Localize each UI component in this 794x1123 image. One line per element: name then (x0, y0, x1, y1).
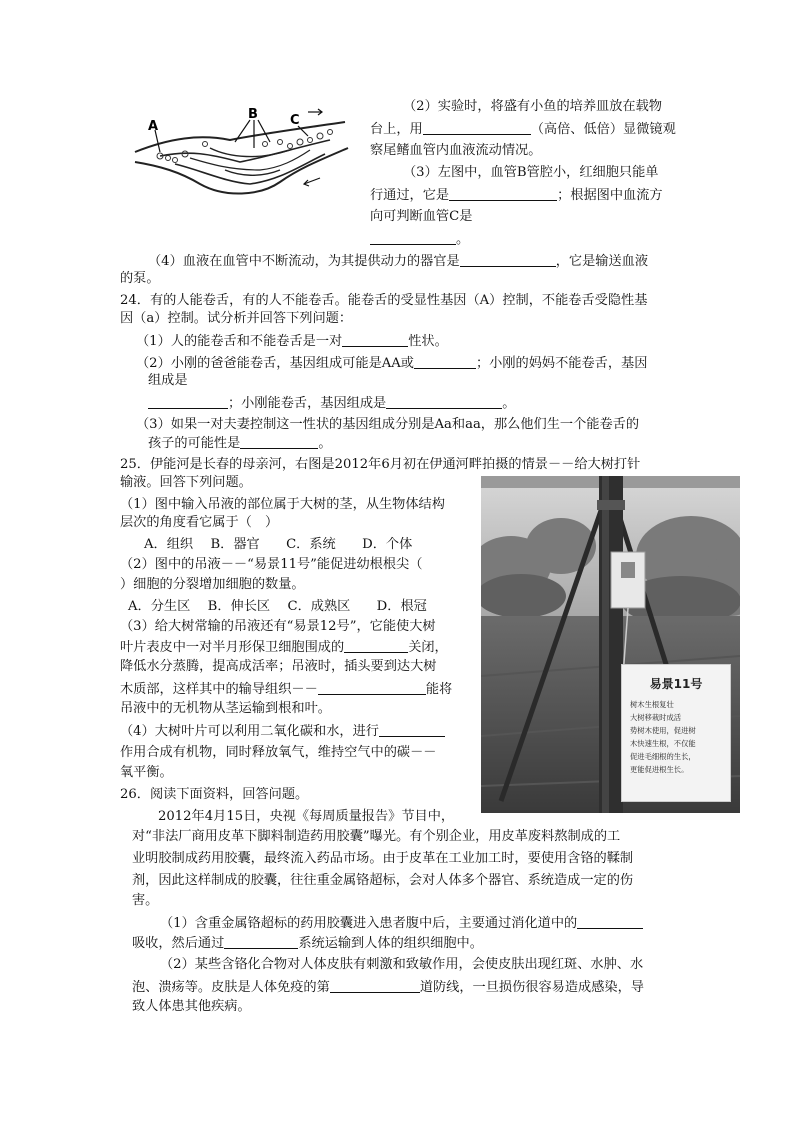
label-b: B (248, 107, 258, 122)
sign-line: 木快速生根，不仅能 (630, 739, 696, 748)
q23-p3-line3: 向可判断血管C是 (370, 209, 473, 224)
q26-para-line3: 业明胶制成药用胶囊，最终流入药品市场。由于皮革在工业加工时，要使用含铬的鞣制 (132, 851, 634, 866)
q24-p3-line2: 孩子的可能性是 。 (148, 436, 332, 451)
sign-line: 势树木使用，促进树 (630, 726, 696, 735)
product-sign (621, 664, 731, 802)
q24-p1: （1）人的能卷舌和不能卷舌是一对 性状。 (136, 334, 448, 349)
q25-blank-tissue[interactable] (318, 680, 426, 695)
q25-p1-line2: 层次的角度看它属于（ ） (120, 515, 279, 530)
q23-p3-line2: 行通过，它是 ；根据图中血流方 (370, 188, 663, 203)
q25-p4-line3: 氧平衡。 (120, 765, 173, 780)
q24-blank-xiaogang[interactable] (386, 394, 502, 409)
q23-p2-line2: 台上，用 （高倍、低倍）显微镜观 (370, 122, 676, 137)
q24-blank-mother[interactable] (148, 394, 228, 409)
q25-p2-line2: ）细胞的分裂增加细胞的数量。 (120, 577, 305, 592)
tree-infusion-photo (481, 476, 740, 813)
q25-stem-line1: 25．伊能河是长春的母亲河，右图是2012年6月初在伊通河畔拍摄的情景－－给大树打针 (120, 457, 641, 472)
q24-stem-line2: 因（a）控制。试分析并回答下列问题： (120, 311, 353, 326)
q25-p3-line1: （3）给大树常输的吊液还有“易景12号”，它能使大树 (120, 619, 436, 634)
q25-p1-line1: （1）图中输入吊液的部位属于大树的茎，从生物体结构 (120, 497, 445, 512)
blood-vessel-diagram (130, 100, 355, 200)
q24-blank-father[interactable] (414, 354, 476, 369)
q25-p3-line3: 降低水分蒸腾，提高成活率；吊液时，插头要到达大树 (120, 659, 437, 674)
q23-blank-vessel-c[interactable] (370, 230, 456, 245)
q26-para-line4: 剂，因此这样制成的胶囊，往往重金属铬超标，会对人体多个器官、系统造成一定的伤 (132, 873, 634, 888)
q24-p2-line3: ；小刚能卷舌，基因组成是 。 (148, 394, 515, 413)
q23-blank-vessel-b[interactable] (449, 186, 557, 201)
q26-para-line5: 害。 (132, 893, 159, 908)
q24-p2-line2: 组成是 (148, 373, 188, 388)
q25-p3-line5: 吊液中的无机物从茎运输到根和叶。 (120, 701, 331, 716)
label-a: A (148, 119, 159, 134)
q26-blank-digestion[interactable] (577, 914, 643, 929)
q25-blank-stomata[interactable] (344, 638, 408, 653)
q25-p4-line2: 作用合成有机物，同时释放氧气，维持空气中的碳－－ (120, 745, 437, 760)
q26-stem: 26．阅读下面资料，回答问题。 (120, 787, 309, 802)
q26-para-line1: 2012年4月15日，央视《每周质量报告》节目中， (158, 809, 455, 824)
blood-vessel-svg (130, 100, 355, 200)
q26-p1-line1: （1）含重金属铬超标的药用胶囊进入患者腹中后，主要通过消化道中的 (160, 914, 643, 933)
q25-p3-line4: 木质部，这样其中的输导组织－－ 能将 (120, 682, 453, 697)
q25-p1-options: A．组织 B．器官 C．系统 D．个体 (144, 537, 413, 552)
q26-p2-line3: 致人体患其他疾病。 (132, 999, 251, 1014)
sign-line: 促进毛细根的生长， (630, 752, 696, 761)
q25-p2-options: A．分生区 B．伸长区 C．成熟区 D．根冠 (128, 599, 427, 614)
q23-p4-line1: （4）血液在血管中不断流动，为其提供动力的器官是 ，它是输送血液 (148, 254, 649, 269)
q23-blank-microscope[interactable] (423, 120, 531, 135)
q24-blank-trait[interactable] (342, 332, 408, 347)
q24-blank-probability[interactable] (240, 434, 318, 449)
sign-body (622, 698, 730, 776)
q24-p2-line1: （2）小刚的爸爸能卷舌，基因组成可能是AA或 ；小刚的妈妈不能卷舌，基因 (136, 356, 648, 371)
q25-p2-line1: （2）图中的吊液－－“易景11号”能促进幼根根尖（ (120, 557, 423, 572)
q23-p3-line4: 。 (370, 230, 469, 249)
q23-p2-line3: 察尾鳍血管内血液流动情况。 (370, 143, 542, 158)
q25-p3-line2: 叶片表皮中一对半月形保卫细胞围成的 关闭， (120, 640, 448, 655)
sign-title: 易景11号 (649, 677, 703, 691)
label-c: C (290, 113, 300, 128)
q25-stem-line2: 输液。回答下列问题。 (120, 475, 252, 490)
q26-p2-line2: 泡、溃疡等。皮肤是人体免疫的第 道防线，一旦损伤很容易造成感染，导 (132, 980, 644, 995)
q25-blank-photosynthesis[interactable] (379, 722, 445, 737)
q24-stem-line1: 24．有的人能卷舌，有的人不能卷舌。能卷舌的受显性基因（A）控制，不能卷舌受隐性基 (120, 293, 648, 308)
q23-p3-line1: （3）左图中，血管B管腔小，红细胞只能单 (403, 165, 659, 180)
sign-line: 树木生根复壮 (630, 700, 674, 709)
q26-para-line2: 对“非法厂商用皮革下脚料制造药用胶囊”曝光。有个别企业，用皮革废料熬制成的工 (132, 829, 621, 844)
q23-p4-line2: 的泵。 (120, 271, 160, 286)
q26-blank-defense[interactable] (330, 978, 420, 993)
sign-line: 大树移栽时成活 (630, 713, 682, 722)
q26-blank-system[interactable] (224, 934, 298, 949)
q24-p3-line1: （3）如果一对夫妻控制这一性状的基因组成分别是Aa和aa，那么他们生一个能卷舌的 (136, 417, 640, 432)
q23-p2-line1: （2）实验时，将盛有小鱼的培养皿放在载物 (403, 99, 662, 114)
sign-line: 更能促进根生长。 (630, 765, 689, 774)
q25-p4-line1: （4）大树叶片可以利用二氧化碳和水，进行 (120, 722, 445, 741)
q26-p2-line1: （2）某些含铬化合物对人体皮肤有刺激和致敏作用，会使皮肤出现红斑、水肿、水 (160, 957, 644, 972)
q26-p1-line2: 吸收，然后通过 系统运输到人体的组织细胞中。 (132, 936, 483, 951)
q23-blank-heart[interactable] (460, 252, 556, 267)
